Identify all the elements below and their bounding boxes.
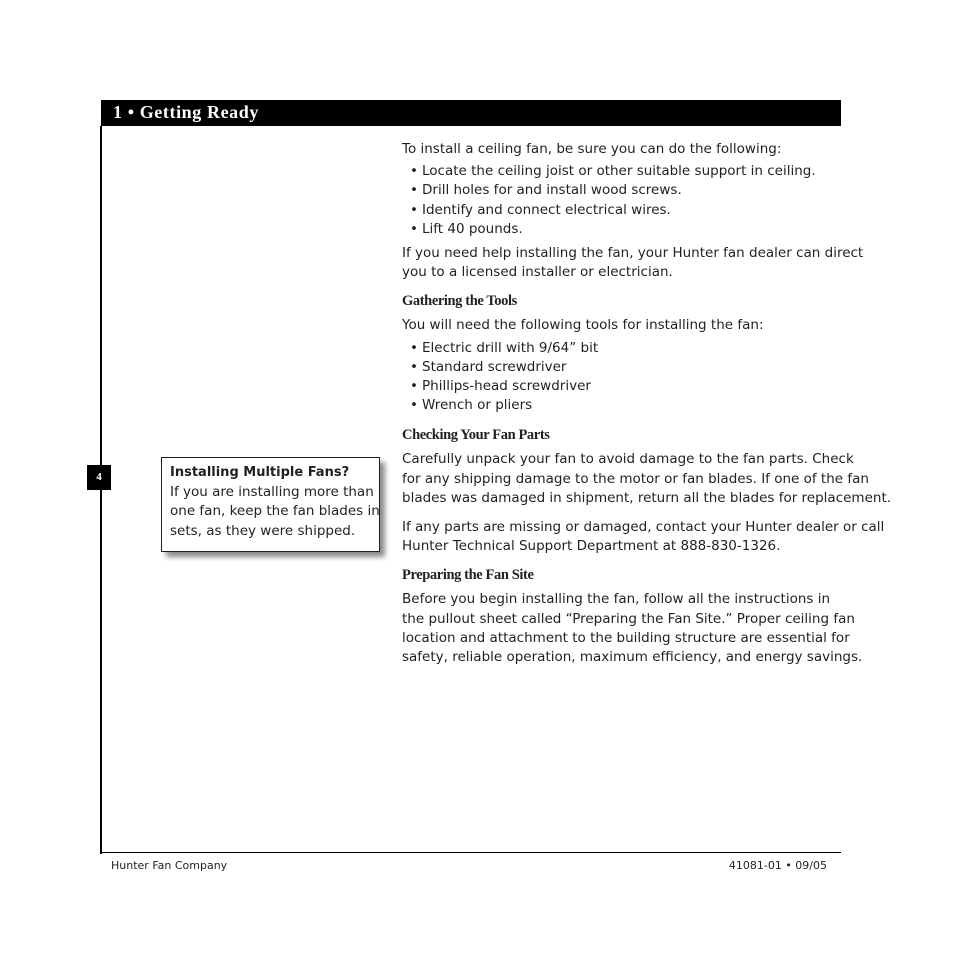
footer-doc-id: 41081-01 • 09/05: [728, 859, 827, 872]
bullet-glyph: •: [410, 163, 418, 180]
bullet-glyph: •: [410, 182, 418, 199]
site-text-line: the pullout sheet called “Preparing the Fan Site.” Proper ceiling fan: [402, 610, 855, 627]
page-number-tab: 4: [87, 465, 111, 490]
list-item-text: Locate the ceiling joist or other suitable support in ceiling.: [422, 163, 816, 180]
intro-lead: To install a ceiling fan, be sure you can do the following:: [402, 141, 782, 157]
list-item: [402, 396, 850, 415]
footer-company: Hunter Fan Company: [111, 859, 228, 872]
parts-text-line: Hunter Technical Support Department at 888-830-1326.: [402, 538, 781, 555]
site-text-line: location and attachment to the building structure are essential for: [402, 629, 850, 646]
site-text-line: Before you begin installing the fan, follow all the instructions in: [402, 591, 831, 608]
site-text-line: safety, reliable operation, maximum efﬁciency, and energy savings.: [402, 649, 863, 666]
parts-text-line: blades was damaged in shipment, return all the blades for replacement.: [402, 489, 892, 506]
left-margin-rule: [100, 126, 102, 854]
help-text-line: you to a licensed installer or electrician.: [402, 264, 673, 281]
list-item: [402, 220, 850, 239]
list-item: [402, 181, 850, 200]
bullet-glyph: •: [410, 201, 418, 218]
list-item: [402, 339, 850, 358]
bullet-glyph: •: [410, 378, 418, 395]
callout-title: Installing Multiple Fans?: [170, 465, 350, 480]
tools-list: [402, 339, 850, 416]
list-item-text: Lift 40 pounds.: [422, 220, 523, 237]
main-content-column: [402, 140, 892, 667]
tools-heading: Gathering the Tools: [402, 293, 517, 310]
list-item-text: Standard screwdriver: [422, 358, 567, 375]
list-item: [402, 162, 850, 181]
section-header-bar: [101, 100, 841, 126]
parts-text-line: for any shipping damage to the motor or fan blades. If one of the fan: [402, 470, 869, 487]
parts-text-line: If any parts are missing or damaged, contact your Hunter dealer or call: [402, 519, 885, 536]
callout-text-line: one fan, keep the fan blades in: [170, 503, 380, 519]
list-item-text: Wrench or pliers: [422, 397, 533, 414]
bullet-glyph: •: [410, 397, 418, 414]
list-item-text: Electric drill with 9/64” bit: [422, 339, 599, 356]
list-item: [402, 201, 850, 220]
list-item-text: Identify and connect electrical wires.: [422, 201, 671, 218]
bullet-glyph: •: [410, 220, 418, 237]
bullet-glyph: •: [410, 358, 418, 375]
requirements-list: [402, 162, 850, 239]
list-item-text: Drill holes for and install wood screws.: [422, 182, 682, 199]
bullet-glyph: •: [410, 339, 418, 356]
callout-text-line: sets, as they were shipped.: [170, 522, 356, 539]
list-item: [402, 358, 850, 377]
parts-heading: Checking Your Fan Parts: [402, 427, 550, 444]
callout-text-line: If you are installing more than: [170, 483, 374, 500]
footer-rule: [100, 852, 841, 853]
site-heading: Preparing the Fan Site: [402, 567, 534, 584]
parts-text-line: Carefully unpack your fan to avoid damage to the fan parts. Check: [402, 451, 854, 468]
list-item-text: Phillips-head screwdriver: [422, 378, 591, 395]
help-text-line: If you need help installing the fan, your Hunter fan dealer can direct: [402, 245, 864, 262]
section-title: 1 • Getting Ready: [113, 102, 259, 122]
list-item: [402, 377, 850, 396]
tip-callout-box: [161, 457, 380, 552]
tools-lead: You will need the following tools for installing the fan:: [402, 317, 764, 334]
